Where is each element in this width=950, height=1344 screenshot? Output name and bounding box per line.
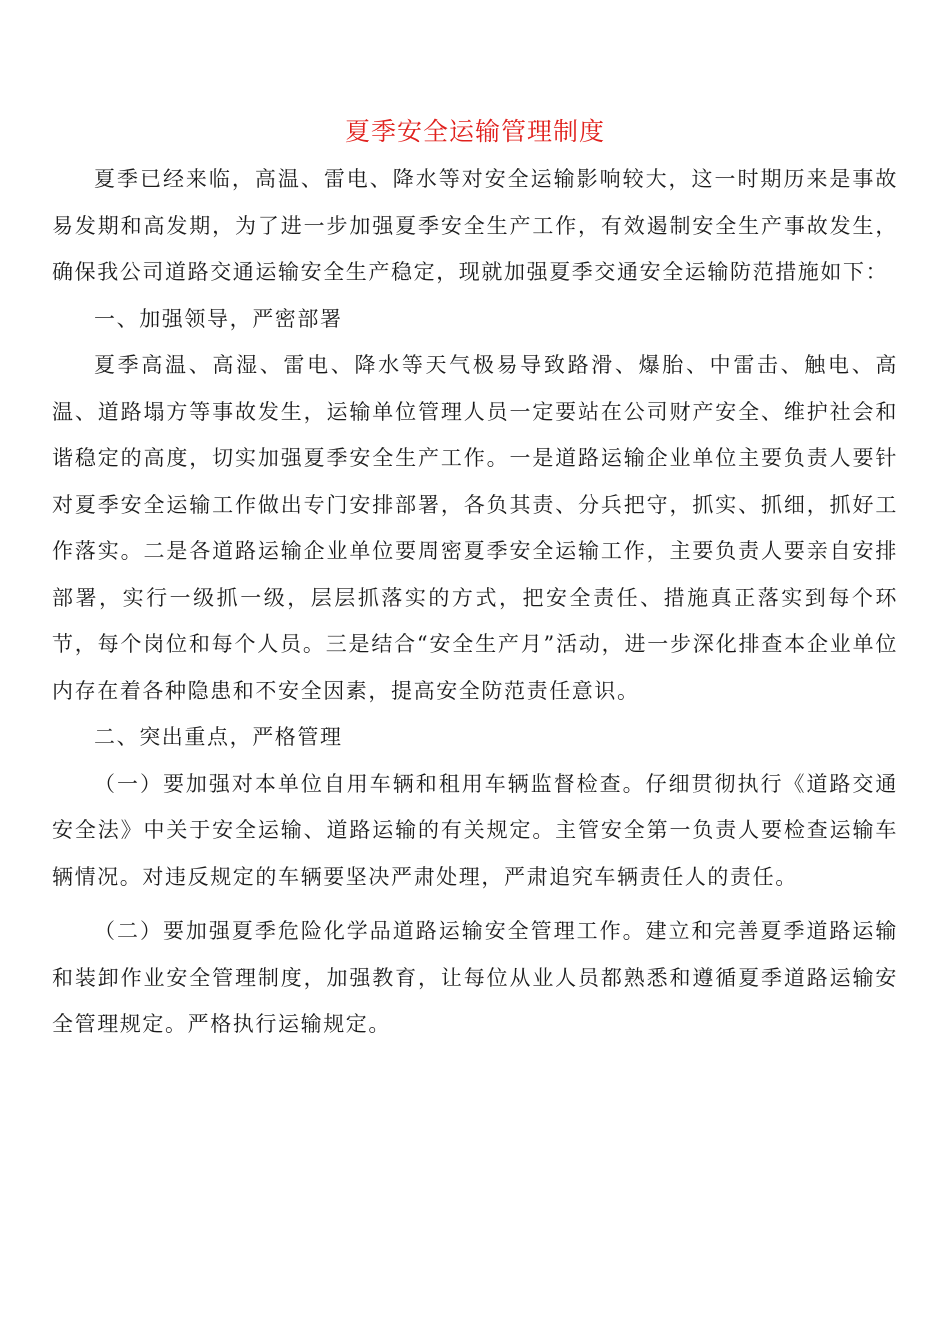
paragraph-gap	[52, 900, 898, 908]
document-title: 夏季安全运输管理制度	[344, 117, 605, 146]
section-2-heading: 二、突出重点，严格管理	[94, 725, 343, 749]
intro-paragraph: 夏季已经来临，高温、雷电、降水等对安全运输影响较大，这一时期历来是事故易发期和高发期，为了进一步加强夏季安全生产工作，有效遏制安全生产事故发生，确保我公司道路交通运输安全生产稳定，现就加强夏季交通安全运输防范措施如下：	[52, 167, 898, 284]
section-2-paragraph-1: （一）要加强对本单位自用车辆和租用车辆监督检查。仔细贯彻执行《道路交通安全法》中关于安全运输、道路运输的有关规定。主管安全第一负责人要检查运输车辆情况。对违反规定的车辆要坚决严肃处理，严肃追究车辆责任人的责任。	[52, 771, 898, 889]
document-page	[52, 112, 898, 1048]
section-1-heading: 一、加强领导，严密部署	[94, 306, 343, 331]
section-1-paragraph-1: 夏季高温、高湿、雷电、降水等天气极易导致路滑、爆胎、中雷击、触电、高温、道路塌方等事故发生，运输单位管理人员一定要站在公司财产安全、维护社会和谐稳定的高度，切实加强夏季安全生产工作。一是道路运输企业单位主要负责人要针对夏季安全运输工作做出专门安排部署，各负其责、分兵把守，抓实、抓细，抓好工作落实。二是各道路运输企业单位要周密夏季安全运输工作，主要负责人要亲自安排部署，实行一级抓一级，层层抓落实的方式，把安全责任、措施真正落实到每个环节，每个岗位和每个人员。三是结合“安全生产月”活动，进一步深化排查本企业单位内存在着各种隐患和不安全因素，提高安全防范责任意识。	[52, 353, 898, 703]
section-2-paragraph-2: （二）要加强夏季危险化学品道路运输安全管理工作。建立和完善夏季道路运输和装卸作业安全管理制度，加强教育，让每位从业人员都熟悉和遵循夏季道路运输安全管理规定。严格执行运输规定。	[52, 919, 898, 1036]
